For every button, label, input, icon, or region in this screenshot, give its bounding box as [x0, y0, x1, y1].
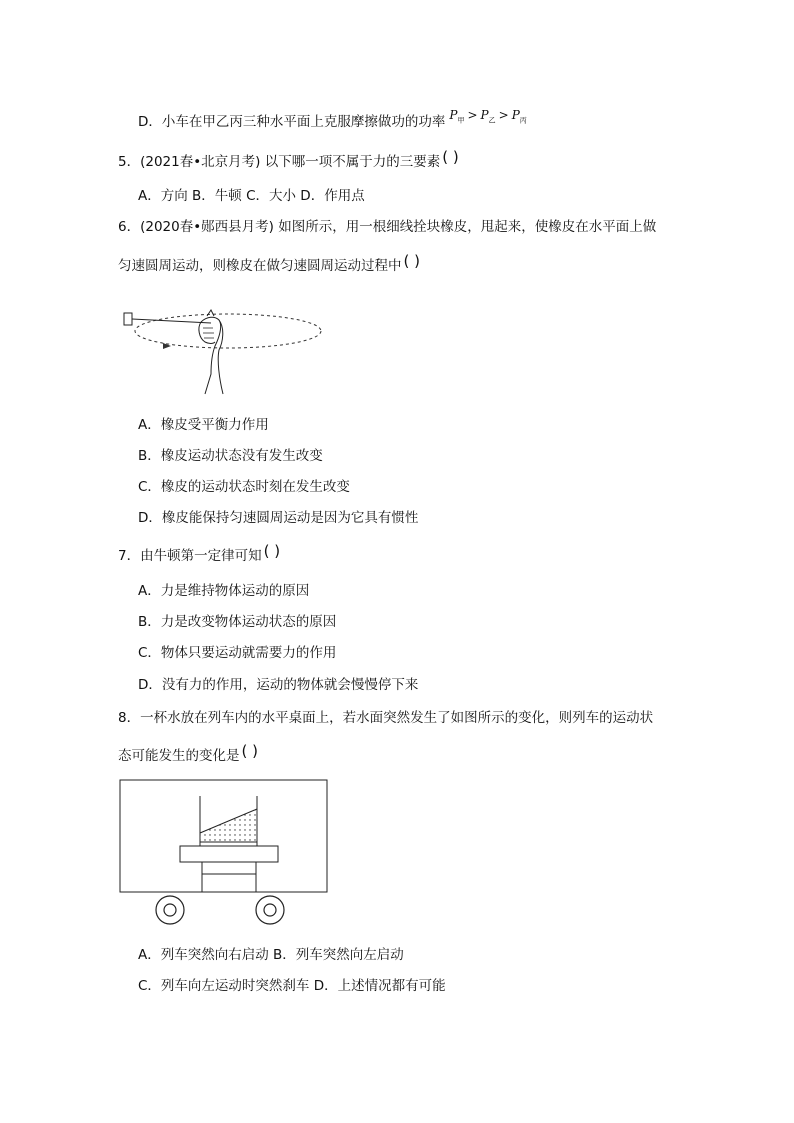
q6-option-d: D．橡皮能保持匀速圆周运动是因为它具有惯性 — [138, 510, 419, 526]
q4-option-d-text: D．小车在甲乙丙三种水平面上克服摩擦做功的功率 — [138, 114, 446, 130]
q6-option-a: A．橡皮受平衡力作用 — [138, 417, 269, 433]
q7-option-a: A．力是维持物体运动的原因 — [138, 583, 310, 599]
q8-stem-line2: 态可能发生的变化是 ( ) — [118, 742, 258, 764]
q7-option-c: C．物体只要运动就需要力的作用 — [138, 645, 337, 661]
q5-stem: 5．(2021春•北京月考) 以下哪一项不属于力的三要素 ( ) — [118, 148, 459, 170]
q5-options: A．方向 B．牛顿 C．大小 D．作用点 — [138, 188, 365, 204]
answer-blank: ( ) — [263, 542, 281, 560]
q6-stem-line2: 匀速圆周运动，则橡皮在做匀速圆周运动过程中 ( ) — [118, 252, 420, 274]
wheel-left — [156, 896, 184, 924]
wheel-right — [256, 896, 284, 924]
answer-blank: ( ) — [241, 742, 258, 760]
q8-options-line1: A．列车突然向右启动 B．列车突然向左启动 — [138, 947, 404, 963]
eraser-circular-motion-figure — [115, 298, 325, 398]
q8-stem-line1: 8．一杯水放在列车内的水平桌面上，若水面突然发生了如图所示的变化，则列车的运动状 — [118, 710, 654, 726]
q7-stem: 7．由牛顿第一定律可知 ( ) — [118, 542, 281, 564]
q6-option-b: B．橡皮运动状态没有发生改变 — [138, 448, 323, 464]
q6-stem-line1: 6．(2020春•郧西县月考) 如图所示，用一根细线拴块橡皮，甩起来，使橡皮在水平面上做 — [118, 219, 657, 235]
answer-blank: ( ) — [442, 148, 459, 166]
q7-option-d: D．没有力的作用，运动的物体就会慢慢停下来 — [138, 677, 419, 693]
eraser-icon — [124, 313, 132, 325]
q4-option-d — [138, 108, 527, 136]
power-formula: $P_甲 > P_乙 > P_丙$ — [449, 108, 527, 125]
q6-option-c: C．橡皮的运动状态时刻在发生改变 — [138, 479, 350, 495]
q7-option-b: B．力是改变物体运动状态的原因 — [138, 614, 337, 630]
q8-options-line2: C．列车向左运动时突然刹车 D．上述情况都有可能 — [138, 978, 446, 994]
answer-blank: ( ) — [403, 252, 420, 270]
train-cup-figure — [118, 778, 330, 926]
